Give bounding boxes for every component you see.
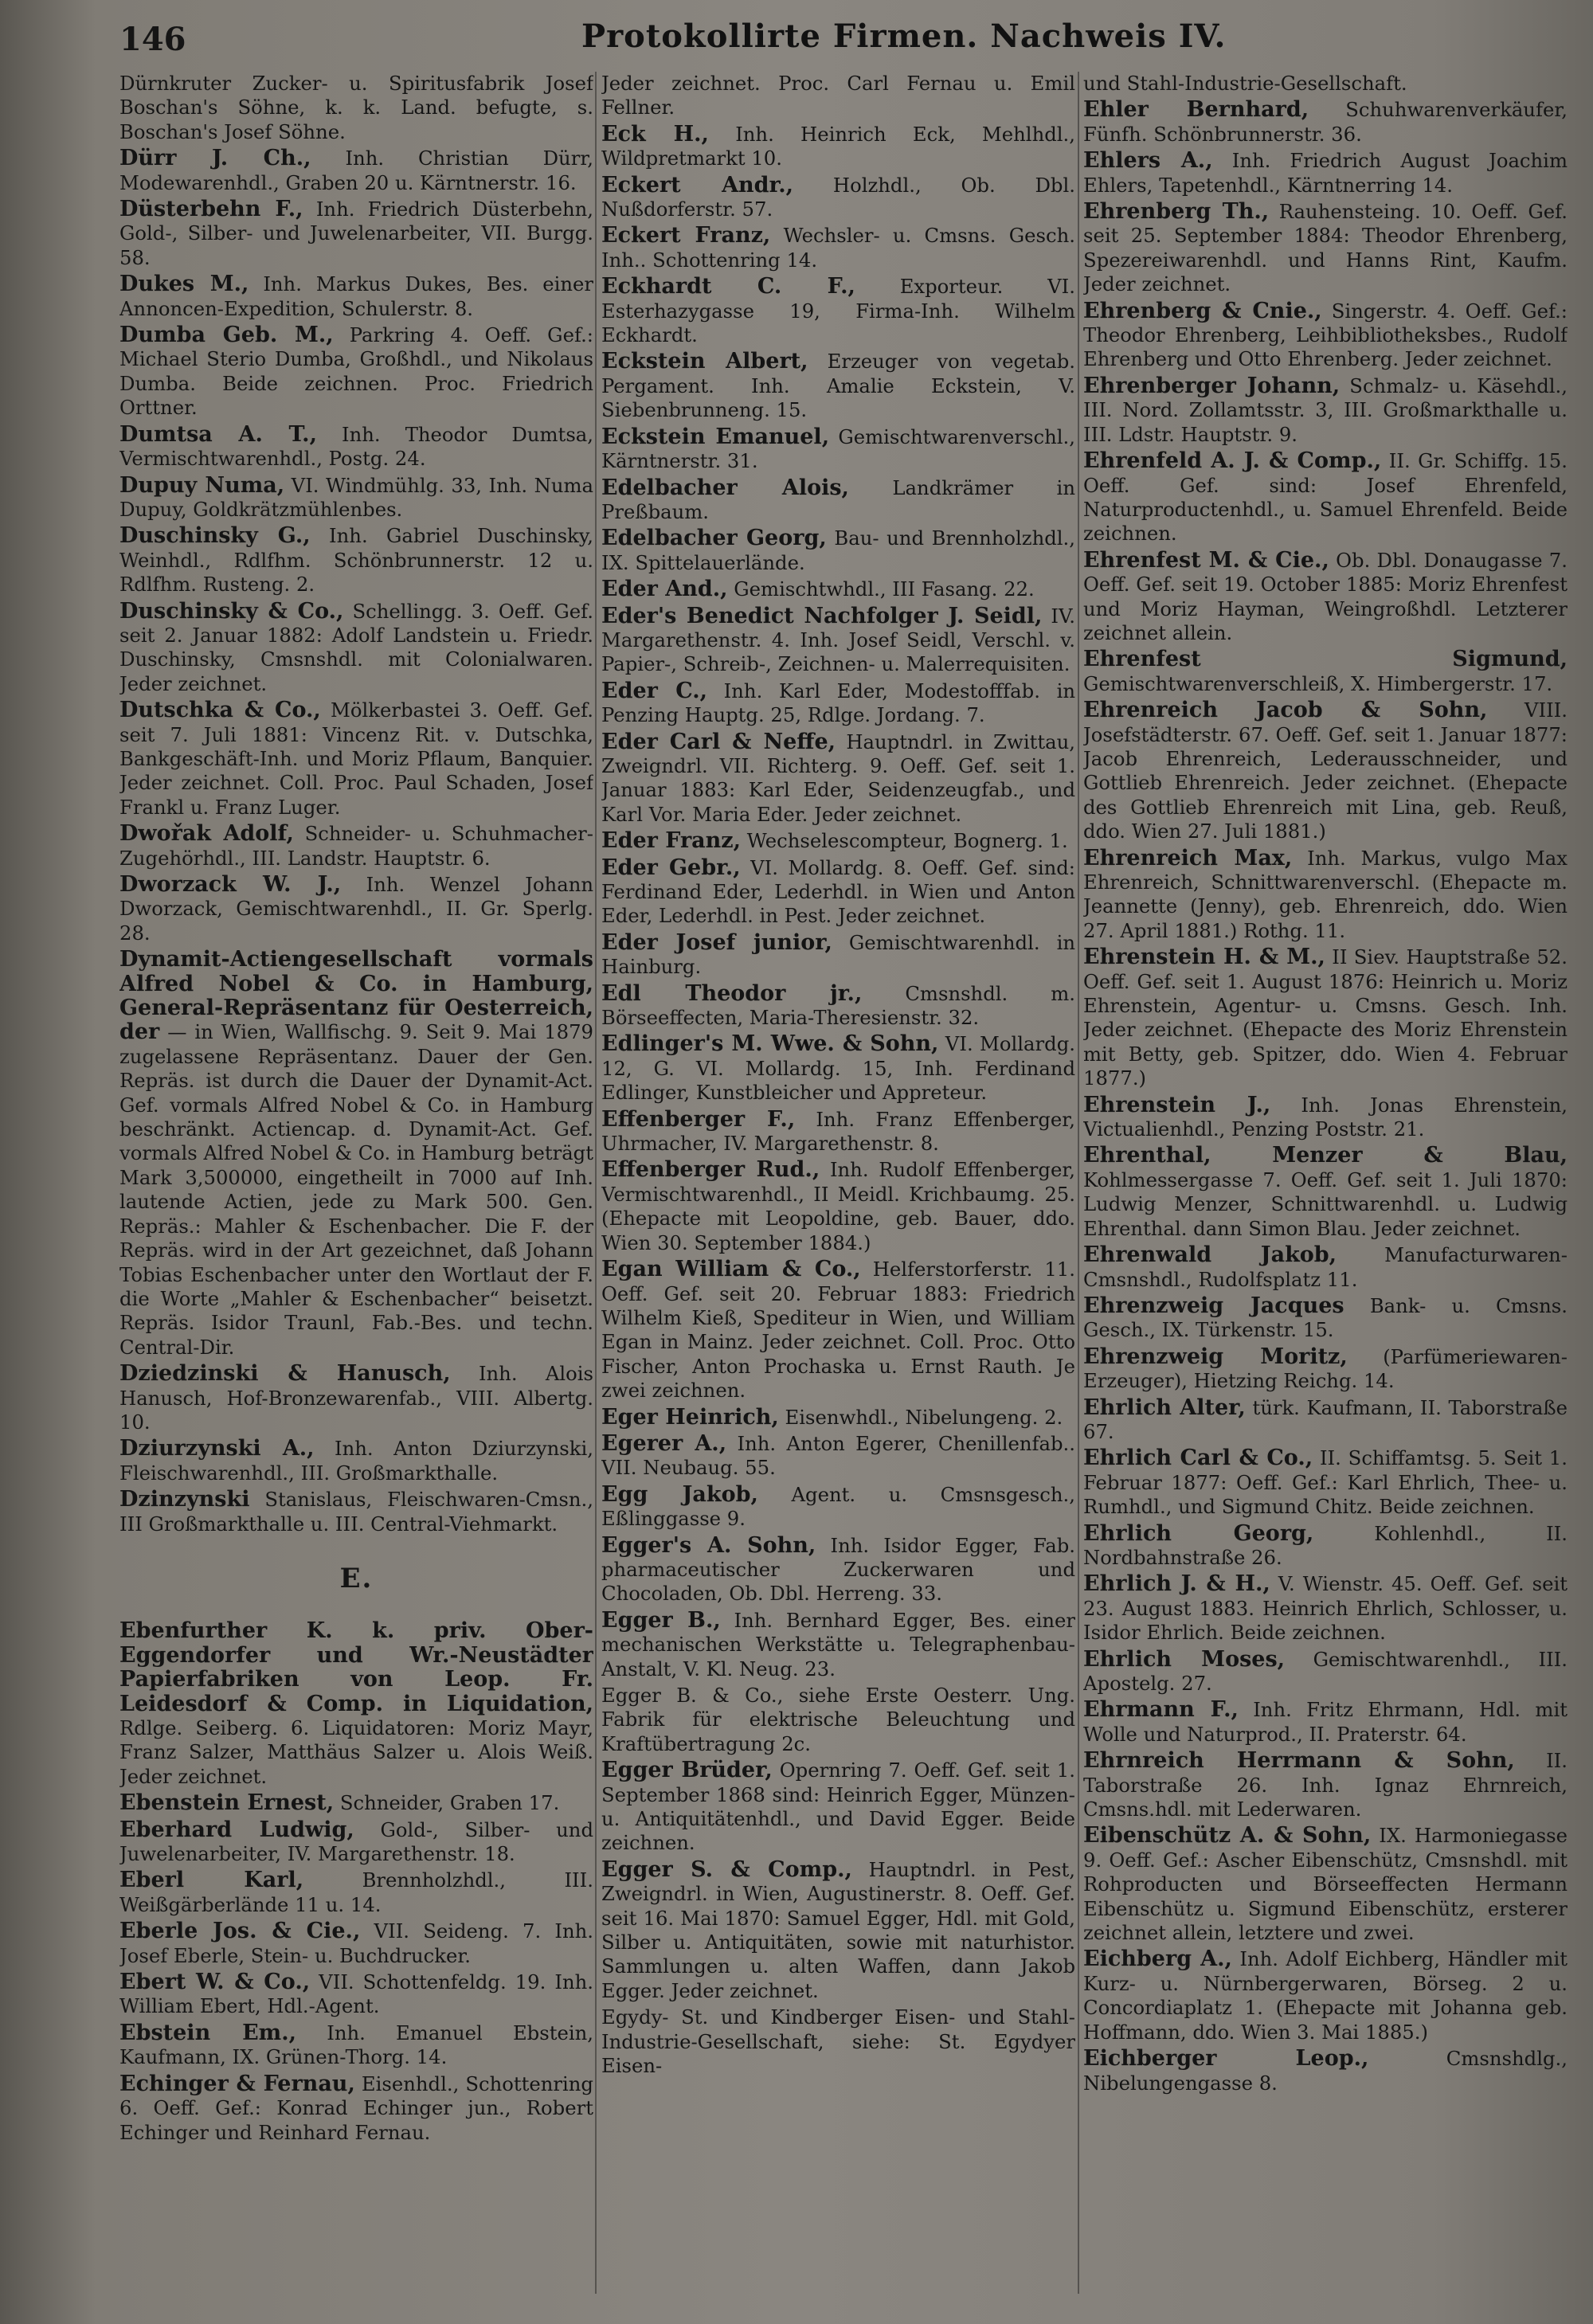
firm-name: Edl Theodor jr., xyxy=(601,980,863,1006)
firm-details: Inh. Theodor Dumtsa, Vermischtwarenhdl., Postg. 24. xyxy=(119,422,593,471)
firm-details: Inh. Christian Dürr, Modewarenhdl., Graben 20 u. Kärntnerstr. 16. xyxy=(119,147,593,194)
directory-entry xyxy=(601,476,1075,525)
firm-name: Eck H., xyxy=(601,121,709,147)
directory-entry xyxy=(601,679,1075,728)
firm-details: Inh. Gabriel Duschinsky, Weinhdl., Rdlfhm. Schönbrunnerstr. 12 u. Rdlfhm. Rusteng. 2. xyxy=(119,524,593,597)
firm-name: Dwořak Adolf, xyxy=(119,821,294,847)
firm-name: Edelbacher Alois, xyxy=(601,475,849,500)
directory-entry xyxy=(119,1970,593,2019)
firm-details: Inh. Bernhard Egger, Bes. einer mechanischen Werkstätte u. Telegraphenbau-Anstalt, V. Kl. Neug. 23. xyxy=(601,1608,1075,1680)
firm-details: Schuhwarenverkäufer, Fünfh. Schönbrunnerstr. 36. xyxy=(1083,98,1568,146)
firm-name: Eder Franz, xyxy=(601,828,742,854)
firm-name: Ehrlich Moses, xyxy=(1083,1646,1286,1672)
firm-details: Mölkerbastei 3. Oeff. Gef. seit 7. Juli 1881: Vincenz Rit. v. Dutschka, Bankgeschäft-Inh. und Moriz Pflaum, Banquier. Jeder zeichnet. Coll. Proc. Paul Schaden, Josef Frankl u. Franz Luger. xyxy=(119,698,593,819)
firm-details: Bank- u. Cmsns. Gesch., IX. Türkenstr. 15. xyxy=(1083,1293,1568,1342)
firm-name: Eberle Jos. & Cie., xyxy=(119,1919,361,1944)
firm-details: Kohlmessergasse 7. Oeff. Gef. seit 1. Juli 1870: Ludwig Menzer, Schnittwarenhdl. u. Ludwig Ehrenthal. dann Simon Blau. Jeder zeichnet. xyxy=(1083,1168,1568,1240)
firm-name: Ebenfurther K. k. priv. Ober-Eggendorfer und Wr.-Neustädter Papierfabriken von Leop. Fr. Leidesdorf & Comp. in Liquidation, xyxy=(119,1618,593,1716)
directory-entry xyxy=(1083,1094,1568,1142)
directory-entry xyxy=(1083,1446,1568,1519)
firm-details: und Stahl-Industrie-Gesellschaft. xyxy=(1083,72,1407,95)
firm-details: Schellingg. 3. Oeff. Gef. seit 2. Januar 1882: Adolf Landstein u. Friedr. Duschinsky, Cmsnshdl. mit Colonialwaren. Jeder zeichnet. xyxy=(119,599,593,695)
entries xyxy=(601,72,1075,2079)
directory-entry xyxy=(1083,648,1568,696)
firm-details: Schneider- u. Schuhmacher-Zugehörhdl., III. Landstr. Hauptstr. 6. xyxy=(119,822,593,870)
firm-name: Duschinsky G., xyxy=(119,523,311,549)
firm-details: II. Taborstraße 26. Inh. Ignaz Ehrnreich, Cmsns.hdl. mit Lederwaren. xyxy=(1083,1749,1568,1821)
firm-details: Singerstr. 4. Oeff. Gef.: Theodor Ehrenberg, Leihbibliotheksbes., Rudolf Ehrenberg und Otto Ehrenberg. Jeder zeichnet. xyxy=(1083,299,1568,371)
firm-details: Inh. Adolf Eichberg, Händler mit Kurz- u. Nürnbergerwaren, Börseg. 2 u. Concordiaplatz 1. (Ehepacte mit Johanna geb. Hoffmann, ddo. Wien 3. Mai 1885.) xyxy=(1083,1947,1568,2044)
entries xyxy=(1083,72,1568,2095)
firm-name: Eichberg A., xyxy=(1083,1946,1232,1972)
firm-name: Ehrenberger Johann, xyxy=(1083,373,1341,398)
firm-name: Dupuy Numa, xyxy=(119,472,285,498)
directory-entry xyxy=(1083,1522,1568,1571)
firm-name: Eder Gebr., xyxy=(601,855,741,880)
firm-details: Inh. Karl Eder, Modestofffab. in Penzing Hauptg. 25, Rdlge. Jordang. 7. xyxy=(601,679,1075,727)
firm-name: Egger S. & Comp., xyxy=(601,1856,852,1882)
directory-entry xyxy=(601,1406,1075,1430)
directory-entry xyxy=(601,829,1075,853)
firm-details: Holzhdl., Ob. Dbl. Nußdorferstr. 57. xyxy=(601,173,1075,221)
directory-entry xyxy=(1083,72,1568,96)
directory-entry xyxy=(601,1432,1075,1481)
firm-details: Helferstorferstr. 11. Oeff. Gef. seit 20. Februar 1883: Friedrich Wilhelm Kieß, Spediteur in Wien, und William Egan in Mainz. Jeder zeichnet. Coll. Proc. Otto Fischer, Anton Prochaska u. Ernst Rauth. Je zwei zeichnen. xyxy=(601,1258,1075,1403)
firm-name: Egerer A., xyxy=(601,1430,727,1456)
directory-entry xyxy=(1083,299,1568,372)
directory-entry xyxy=(601,1609,1075,1681)
firm-name: Ehrlich Carl & Co., xyxy=(1083,1446,1313,1471)
directory-entry xyxy=(1083,1294,1568,1343)
directory-entry xyxy=(1083,2047,1568,2095)
firm-details: VIII. Josefstädterstr. 67. Oeff. Gef. seit 1. Januar 1877: Jacob Ehrenreich, Lederausschneider, und Gottlieb Ehrenreich. Jeder zeichnet. (Ehepacte des Gottlieb Ehrenreich mit Lina, geb. Reuß, ddo. Wien 27. Juli 1881.) xyxy=(1083,698,1568,843)
firm-details: Ob. Dbl. Donaugasse 7. Oeff. Gef. seit 19. October 1885: Moriz Ehrenfest und Moriz Hayman, Weingroßhdl. Letzterer zeichnet allein. xyxy=(1083,548,1568,644)
directory-entry xyxy=(601,123,1075,171)
firm-name: Edelbacher Georg, xyxy=(601,526,827,551)
firm-details: — in Wien, Wallfischg. 9. Seit 9. Mai 1879 zugelassene Repräsentanz. Dauer der Gen. Repräs. ist durch die Dauer der Dynamit-Act. Gef. vormals Alfred Nobel & Co. in Hamburg beschränkt. Actiencap. d. Dynamit-Act. Gef. vormals Alfred Nobel & Co. in Hamburg beträgt Mark 3,500000, eingetheilt in 7000 auf Inh. lautende Actien, jede zu Mark 500. Gen. Repräs.: Mahler & Eschenbacher. Die F. der Repräs. wird in der Art gezeichnet, daß Johann Tobias Eschenbacher unter den Wortlaut der F. die Worte „Mahler & Eschenbacher“ beisetzt. Repräs. Isidor Traunl, Fab.-Bes. und techn. Central-Dir. xyxy=(119,1020,593,1359)
firm-details: Exporteur. VI. Esterhazygasse 19, Firma-Inh. Wilhelm Eckhardt. xyxy=(601,275,1075,347)
firm-name: Eckert Franz, xyxy=(601,223,771,248)
directory-entry xyxy=(1083,1648,1568,1696)
directory-entry xyxy=(601,174,1075,222)
firm-details: türk. Kaufmann, II. Taborstraße 67. xyxy=(1083,1395,1568,1443)
firm-name: Eichberger Leop., xyxy=(1083,2046,1369,2072)
firm-details: Inh. Friedrich Düsterbehn, Gold-, Silber- und Juwelenarbeiter, VII. Burgg. 58. xyxy=(119,198,593,269)
firm-name: Ehrlich Georg, xyxy=(1083,1520,1314,1546)
directory-entry xyxy=(601,72,1075,120)
firm-name: Echinger & Fernau, xyxy=(119,2071,355,2096)
directory-entry xyxy=(601,425,1075,474)
column-2 xyxy=(601,72,1075,2302)
directory-entry xyxy=(601,1684,1075,1756)
firm-details: Inh. Markus, vulgo Max Ehrenreich, Schnittwarenverschl. (Ehepacte m. Jeannette (Jenny), geb. Ehrenreich, ddo. Wien 27. April 1881.) Rothg. 11. xyxy=(1083,846,1568,942)
directory-entry xyxy=(601,1108,1075,1156)
firm-name: Dziurzynski A., xyxy=(119,1436,315,1461)
directory-entry xyxy=(119,72,593,144)
firm-name: Ehlers A., xyxy=(1083,148,1213,174)
firm-name: Ehrenstein H. & M., xyxy=(1083,945,1325,970)
firm-details: Hauptndrl. in Zwittau, Zweigndrl. VII. Richterg. 9. Oeff. Gef. seit 1. Januar 1883: Karl Eder, Seidenzeugfab., und Karl Vor. Maria Eder. Jeder zeichnet. xyxy=(601,730,1075,826)
firm-details: Egydy- St. und Kindberger Eisen- und Stahl-Industrie-Gesellschaft, siehe: St. Egydyer Eisen- xyxy=(601,2005,1075,2078)
directory-entry xyxy=(1083,1698,1568,1747)
firm-details: Inh. Anton Egerer, Chenillenfab.. VII. Neubaug. 55. xyxy=(601,1431,1075,1480)
directory-entry xyxy=(119,1619,593,1789)
directory-entry xyxy=(601,1483,1075,1532)
directory-entry xyxy=(119,600,593,697)
directory-entry xyxy=(1083,149,1568,198)
directory-entry xyxy=(119,474,593,522)
firm-details: Inh. Emanuel Ebstein, Kaufmann, IX. Grünen-Thorg. 14. xyxy=(119,2021,593,2069)
firm-details: Inh. Franz Effenberger, Uhrmacher, IV. Margarethenstr. 8. xyxy=(601,1107,1075,1156)
firm-details: IV. Margarethenstr. 4. Inh. Josef Seidl, Verschl. v. Papier-, Schreib-, Zeichnen- u. Malerrequisiten. xyxy=(601,604,1075,676)
directory-entry xyxy=(1083,1572,1568,1645)
firm-details: Inh. Anton Dziurzynski, Fleischwarenhdl., III. Großmarkthalle. xyxy=(119,1437,593,1485)
directory-entry xyxy=(119,822,593,871)
firm-details: VI. Mollardg. 8. Oeff. Gef. sind: Ferdinand Eder, Lederhdl. in Wien und Anton Eder, Lederhdl. in Pest. Jeder zeichnet. xyxy=(601,855,1075,928)
firm-name: Egger B., xyxy=(601,1607,721,1633)
directory-entry xyxy=(1083,847,1568,944)
directory-entry xyxy=(601,577,1075,601)
firm-details: Wechsler- u. Cmsns. Gesch. Inh.. Schottenring 14. xyxy=(601,224,1075,272)
firm-details: Rauhensteing. 10. Oeff. Gef. seit 25. September 1884: Theodor Ehrenberg, Spezereiwarenhdl. und Hanns Rint, Kaufm. Jeder zeichnet. xyxy=(1083,200,1568,296)
firm-name: Ehrmann F., xyxy=(1083,1697,1239,1723)
directory-entry xyxy=(119,524,593,597)
directory-entry xyxy=(119,1362,593,1434)
entries-d xyxy=(119,72,593,1536)
directory-entry xyxy=(601,526,1075,575)
firm-details: Bau- und Brennholzhdl., IX. Spittelauerlände. xyxy=(601,526,1075,574)
firm-details: Schmalz- u. Käsehdl., III. Nord. Zollamtsstr. 3, III. Großmarkthalle u. III. Ldstr. Hauptstr. 9. xyxy=(1083,374,1568,446)
firm-details: (Parfümeriewaren-Erzeuger), Hietzing Reichg. 14. xyxy=(1083,1344,1568,1393)
firm-name: Ehrenzweig Jacques xyxy=(1083,1293,1344,1318)
firm-name: Ebert W. & Co., xyxy=(119,1970,311,1995)
directory-entry xyxy=(119,198,593,270)
firm-details: Schneider, Graben 17. xyxy=(339,1791,560,1815)
firm-details: Erzeuger von vegetab. Pergament. Inh. Amalie Eckstein, V. Siebenbrunneng. 15. xyxy=(601,350,1075,422)
firm-details: Eisenwhdl., Nibelungeng. 2. xyxy=(785,1405,1063,1429)
firm-name: Ehrenberg & Cnie., xyxy=(1083,298,1322,323)
firm-name: Ehrlich J. & H., xyxy=(1083,1571,1270,1597)
firm-name: Egger's A. Sohn, xyxy=(601,1532,816,1558)
firm-details: Hauptndrl. in Pest, Zweigndrl. in Wien, Augustinerstr. 8. Oeff. Gef. seit 16. Mai 1870: Samuel Egger, Hdl. mit Gold, Silber u. Antiquitäten, sowie mit naturhistor. Sammlungen u. alten Waffen, dann Jakob Egger. Jeder zeichnet. xyxy=(601,1857,1075,2002)
firm-name: Ehrenstein J., xyxy=(1083,1092,1271,1117)
column-divider xyxy=(595,72,597,2294)
firm-details: VII. Seideng. 7. Inh. Josef Eberle, Stein- u. Buchdrucker. xyxy=(119,1919,593,1967)
directory-entry xyxy=(601,2005,1075,2078)
directory-entry xyxy=(119,1437,593,1485)
page-number: 146 xyxy=(119,21,186,58)
firm-name: Eder And., xyxy=(601,577,728,602)
firm-name: Ehrenfeld A. J. & Comp., xyxy=(1083,448,1382,474)
firm-details: IX. Harmoniegasse 9. Oeff. Gef.: Ascher Eibenschütz, Cmsnshdl. mit Rohproducten und Börseeffecten Hermann Eibenschütz u. Sigmund Eibenschütz, ersterer zeichnet allein, letztere und zwei. xyxy=(1083,1824,1568,1945)
firm-details: Inh. Markus Dukes, Bes. einer Annoncen-Expedition, Schulerstr. 8. xyxy=(119,272,593,320)
directory-entry xyxy=(1083,1243,1568,1292)
firm-details: Jeder zeichnet. Proc. Carl Fernau u. Emil Fellner. xyxy=(601,72,1075,119)
firm-details: II. Gr. Schiffg. 15. Oeff. Gef. sind: Josef Ehrenfeld, Naturproductenhdl., u. Samuel Ehrenfeld. Beide zeichnen. xyxy=(1083,449,1568,546)
firm-details: Landkrämer in Preßbaum. xyxy=(601,475,1075,523)
firm-details: Inh. Alois Hanusch, Hof-Bronzewarenfab., VIII. Albertg. 10. xyxy=(119,1362,593,1434)
firm-name: Eckstein Albert, xyxy=(601,349,808,374)
directory-entry xyxy=(1083,200,1568,297)
firm-name: Dziedzinski & Hanusch, xyxy=(119,1361,451,1387)
firm-details: Gemischtwhdl., III Fasang. 22. xyxy=(734,577,1035,601)
firm-details: Gemischtwarenhdl. in Hainburg. xyxy=(601,930,1075,979)
firm-details: Stanislaus, Fleischwaren-Cmsn., III Großmarkthalle u. III. Central-Viehmarkt. xyxy=(119,1488,593,1536)
directory-entry xyxy=(601,1032,1075,1105)
directory-entry xyxy=(119,147,593,195)
firm-details: Cmsnshdl. m. Börseeffecten, Maria-Theresienstr. 32. xyxy=(601,981,1075,1030)
firm-name: Dürr J. Ch., xyxy=(119,146,311,171)
firm-name: Ehrenfest M. & Cie., xyxy=(1083,547,1329,573)
firm-details: Cmsnshdlg., Nibelungengasse 8. xyxy=(1083,2047,1568,2095)
firm-name: Eckstein Emanuel, xyxy=(601,424,830,449)
firm-name: Effenberger Rud., xyxy=(601,1157,820,1183)
running-title: Protokollirte Firmen. Nachweis IV. xyxy=(581,18,1227,55)
firm-name: Eger Heinrich, xyxy=(601,1404,779,1430)
firm-details: Agent. u. Cmsnsgesch., Eßlinggasse 9. xyxy=(601,1482,1075,1531)
firm-name: Dumba Geb. M., xyxy=(119,323,334,348)
directory-entry xyxy=(601,224,1075,272)
directory-entry xyxy=(1083,449,1568,546)
directory-entry xyxy=(601,1158,1075,1255)
firm-name: Dzinzynski xyxy=(119,1487,250,1512)
firm-details: Gemischtwarenhdl., III. Apostelg. 27. xyxy=(1083,1647,1568,1695)
firm-name: Ehrenwald Jakob, xyxy=(1083,1242,1337,1268)
firm-details: Inh. Fritz Ehrmann, Hdl. mit Wolle und Naturprod., II. Praterstr. 64. xyxy=(1083,1698,1568,1746)
firm-name: Düsterbehn F., xyxy=(119,197,303,222)
directory-entry xyxy=(601,856,1075,929)
directory-entry xyxy=(601,931,1075,980)
firm-details: Inh. Friedrich August Joachim Ehlers, Tapetenhdl., Kärntnerring 14. xyxy=(1083,149,1568,197)
directory-entry xyxy=(1083,1749,1568,1821)
directory-entry xyxy=(119,873,593,945)
directory-entry xyxy=(601,1759,1075,1856)
directory-entry xyxy=(119,1488,593,1536)
firm-name: Eibenschütz A. & Sohn, xyxy=(1083,1823,1372,1849)
firm-name: Ebstein Em., xyxy=(119,2020,297,2045)
firm-name: Eder's Benedict Nachfolger J. Seidl, xyxy=(601,603,1043,628)
directory-entry xyxy=(1083,698,1568,843)
firm-name: Egan William & Co., xyxy=(601,1257,861,1282)
entries-e xyxy=(119,1619,593,2145)
firm-details: Inh. Rudolf Effenberger, Vermischtwarenhdl., II Meidl. Krichbaumg. 25. (Ehepacte mit Leopoldine, geb. Bauer, ddo. Wien 30. September 1884.) xyxy=(601,1158,1075,1254)
firm-name: Ehrenzweig Moritz, xyxy=(1083,1344,1348,1369)
firm-details: Parkring 4. Oeff. Gef.: Michael Sterio Dumba, Großhdl., und Nikolaus Dumba. Beide zeichnen. Proc. Friedrich Orttner. xyxy=(119,323,593,420)
firm-details: Gemischtwarenverschleiß, X. Himbergerstr. 17. xyxy=(1083,671,1553,695)
firm-details: II Siev. Hauptstraße 52. Oeff. Gef. seit 1. August 1876: Heinrich u. Moriz Ehrenstein, Agentur- u. Cmsns. Gesch. Inh. Jeder zeichnet. (Ehepacte des Moriz Ehrenstein mit Betty, geb. Spitzer, ddo. Wien 4. Februar 1877.) xyxy=(1083,945,1568,1090)
firm-name: Egg Jakob, xyxy=(601,1481,758,1507)
firm-name: Ehrenreich Jacob & Sohn, xyxy=(1083,698,1488,723)
directory-entry xyxy=(119,948,593,1360)
section-letter: E. xyxy=(339,1562,374,1594)
firm-name: Ehrenreich Max, xyxy=(1083,845,1293,871)
directory-entry xyxy=(601,275,1075,347)
directory-entry xyxy=(601,1534,1075,1606)
firm-details: Kohlenhdl., II. Nordbahnstraße 26. xyxy=(1083,1521,1568,1569)
firm-details: VI. Windmühlg. 33, Inh. Numa Dupuy, Goldkrätzmühlenbes. xyxy=(119,473,593,521)
firm-name: Eder C., xyxy=(601,678,708,703)
page-header xyxy=(119,18,1569,62)
directory-entry xyxy=(1083,98,1568,147)
firm-details: Egger B. & Co., siehe Erste Oesterr. Ung. Fabrik für elektrische Beleuchtung und Kraftübertragung 2c. xyxy=(601,1684,1075,1755)
directory-entry xyxy=(601,1858,1075,2003)
firm-name: Eder Josef junior, xyxy=(601,929,832,955)
firm-name: Dynamit-Actiengesellschaft vormals Alfred Nobel & Co. in Hamburg, General-Repräsentanz für Oesterreich, der xyxy=(119,947,593,1045)
firm-details: Gold-, Silber- und Juwelenarbeiter, IV. Margarethenstr. 18. xyxy=(119,1817,593,1866)
directory-entry xyxy=(119,323,593,421)
directory-entry xyxy=(601,350,1075,422)
directory-entry xyxy=(1083,1345,1568,1394)
directory-entry xyxy=(1083,1144,1568,1241)
firm-name: Ehrnreich Herrmann & Sohn, xyxy=(1083,1748,1515,1774)
directory-entry xyxy=(601,604,1075,677)
firm-details: Manufacturwaren-Cmsnshdl., Rudolfsplatz 11. xyxy=(1083,1243,1568,1291)
directory-entry xyxy=(1083,549,1568,646)
firm-details: Dürnkruter Zucker- u. Spiritusfabrik Josef Boschan's Söhne, k. k. Land. befugte, s. Boschan's Josef Söhne. xyxy=(119,72,593,143)
firm-name: Eckert Andr., xyxy=(601,172,794,198)
firm-name: Dukes M., xyxy=(119,272,249,297)
firm-name: Ehrlich Alter, xyxy=(1083,1395,1246,1420)
directory-entry xyxy=(601,982,1075,1031)
firm-details: Eisenhdl., Schottenring 6. Oeff. Gef.: Konrad Echinger jun., Robert Echinger und Reinhard Fernau. xyxy=(119,2072,593,2144)
firm-details: Inh. Jonas Ehrenstein, Victualienhdl., Penzing Poststr. 21. xyxy=(1083,1093,1568,1141)
firm-name: Eder Carl & Neffe, xyxy=(601,729,836,754)
directory-entry xyxy=(119,1818,593,1867)
firm-name: Ehrenthal, Menzer & Blau, xyxy=(1083,1143,1568,1168)
firm-name: Eberhard Ludwig, xyxy=(119,1817,354,1842)
firm-details: II. Schiffamtsg. 5. Seit 1. Februar 1877: Oeff. Gef.: Karl Ehrlich, Thee- u. Rumhdl., und Sigmund Chitz. Beide zeichnen. xyxy=(1083,1446,1568,1519)
firm-details: Opernring 7. Oeff. Gef. seit 1. September 1868 sind: Heinrich Egger, Münzen- u. Antiquitätenhdl., und David Egger. Beide zeichnen. xyxy=(601,1759,1075,1855)
directory-entry xyxy=(119,2072,593,2145)
firm-details: V. Wienstr. 45. Oeff. Gef. seit 23. August 1883. Heinrich Ehrlich, Schlosser, u. Isidor Ehrlich. Beide zeichnen. xyxy=(1083,1572,1568,1645)
firm-name: Egger Brüder, xyxy=(601,1758,773,1783)
column-1 xyxy=(119,72,593,2302)
firm-details: Rdlge. Seiberg. 6. Liquidatoren: Moriz Mayr, Franz Salzer, Matthäus Salzer u. Alois Weiß. Jeder zeichnet. xyxy=(119,1716,593,1788)
directory-entry xyxy=(119,423,593,471)
firm-name: Eckhardt C. F., xyxy=(601,274,855,299)
firm-name: Ehrenberg Th., xyxy=(1083,199,1270,225)
directory-entry xyxy=(1083,945,1568,1090)
firm-name: Dutschka & Co., xyxy=(119,698,321,723)
directory-entry xyxy=(601,1258,1075,1403)
firm-name: Ehrenfest Sigmund, xyxy=(1083,647,1568,672)
directory-entry xyxy=(1083,374,1568,447)
firm-name: Effenberger F., xyxy=(601,1106,796,1132)
firm-name: Ehler Bernhard, xyxy=(1083,97,1309,123)
directory-entry xyxy=(119,1868,593,1917)
firm-details: VII. Schottenfeldg. 19. Inh. William Ebert, Hdl.-Agent. xyxy=(119,1970,593,2018)
firm-name: Ebenstein Ernest, xyxy=(119,1790,335,1816)
firm-name: Dworzack W. J., xyxy=(119,872,342,897)
firm-name: Eberl Karl, xyxy=(119,1868,304,1893)
directory-entry xyxy=(119,1791,593,1815)
directory-entry xyxy=(119,1919,593,1968)
firm-name: Dumtsa A. T., xyxy=(119,421,317,447)
firm-details: Inh. Isidor Egger, Fab. pharmaceutischer Zuckerwaren und Chocoladen, Ob. Dbl. Herreng. 33. xyxy=(601,1533,1075,1606)
firm-details: Inh. Heinrich Eck, Mehlhdl., Wildpretmarkt 10. xyxy=(601,122,1075,170)
directory-entry xyxy=(1083,1947,1568,2044)
firm-name: Duschinsky & Co., xyxy=(119,598,344,624)
firm-details: Wechselescompteur, Bognerg. 1. xyxy=(746,829,1068,853)
directory-entry xyxy=(119,2021,593,2070)
column-divider xyxy=(1078,72,1079,2294)
directory-entry xyxy=(601,730,1075,827)
directory-entry xyxy=(1083,1824,1568,1945)
directory-entry xyxy=(119,698,593,820)
firm-details: Gemischtwarenverschl., Kärntnerstr. 31. xyxy=(601,425,1075,473)
directory-entry xyxy=(119,272,593,321)
column-3 xyxy=(1083,72,1568,2302)
firm-details: Inh. Wenzel Johann Dworzack, Gemischtwarenhdl., II. Gr. Sperlg. 28. xyxy=(119,873,593,945)
directory-entry xyxy=(1083,1396,1568,1445)
firm-name: Edlinger's M. Wwe. & Sohn, xyxy=(601,1031,939,1057)
firm-details: VI. Mollardg. 12, G. VI. Mollardg. 15, Inh. Ferdinand Edlinger, Kunstbleicher und Appreteur. xyxy=(601,1032,1075,1105)
firm-details: Brennholzhdl., III. Weißgärberlände 11 u. 14. xyxy=(119,1868,593,1916)
